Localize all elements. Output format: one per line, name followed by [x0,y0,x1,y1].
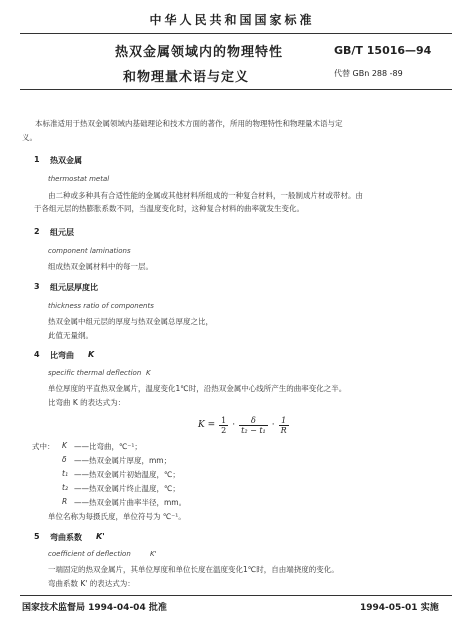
fraction-thickness [239,416,268,435]
section-4-english-symbol: K [146,369,151,377]
implementation-date: 1994-05-01 实施 [360,603,439,613]
title-line-2: 和物理量术语与定义 [123,70,250,85]
section-2-term: 组元层 [50,228,74,237]
fraction-thickness-den: t₂ − t₁ [241,425,266,435]
section-2-english: component laminations [48,247,131,255]
section-4-line-1: 单位厚度的平直热双金属片，温度变化1℃时，沿热双金属中心线所产生的曲率变化之半。 [48,384,347,393]
where-desc: ——比弯曲，℃⁻¹； [74,442,142,451]
section-3-line-1: 热双金属中组元层的厚度与热双金属总厚度之比， [48,317,213,326]
section-1-term: 热双金属 [50,156,82,165]
where-label: 式中： [32,442,55,451]
section-3-english: thickness ratio of components [48,302,154,310]
section-5-line-2: 弯曲系数 K' 的表达式为： [48,579,135,588]
section-5-term: 弯曲系数 [50,533,82,542]
header-rule [20,33,452,34]
section-2-number: 2 [34,227,40,236]
section-1-number: 1 [34,155,40,164]
formula-dot: · [232,420,236,430]
where-symbol: t₂ [62,483,68,492]
title-rule [20,89,452,90]
where-desc: ——热双金属片曲率半径，mm。 [74,498,187,507]
intro-line-2: 义。 [22,133,37,142]
section-5-number: 5 [34,532,40,541]
where-symbol: K [62,441,67,450]
footer-rule [20,595,452,596]
section-3-number: 3 [34,282,40,291]
approval-date: 国家技术监督局 1994-04-04 批准 [22,603,167,613]
fraction-radius-num: 1 [281,415,287,425]
section-1-english: thermostat metal [48,175,110,183]
where-symbol: R [62,497,68,506]
section-4-number: 4 [34,350,40,359]
section-4-line-2: 比弯曲 K 的表达式为： [48,398,126,407]
fraction-half-num: 1 [221,415,227,425]
section-1-line-2: 于各组元层的热膨胀系数不同，当温度变化时，这种复合材料的曲率就发生变化。 [34,204,304,213]
section-4-term: 比弯曲 [50,351,74,360]
section-5-line-1: 一端固定的热双金属片，其单位厚度和单位长度在温度变化1℃时，自由端挠度的变化。 [48,565,339,574]
section-4-symbol: K [88,350,95,359]
section-5-symbol: K' [96,532,105,541]
standard-number: GB/T 15016—94 [334,44,432,57]
unit-note: 单位名称为每摄氏度，单位符号为 ℃⁻¹。 [48,512,186,521]
where-desc: ——热双金属片终止温度，℃； [74,484,180,493]
formula-lhs: K = [198,420,216,430]
section-3-line-2: 此值无量纲。 [48,331,93,340]
formula-dot: · [271,420,275,430]
section-5-english: coefficient of deflection [48,550,131,558]
section-3-term: 组元层厚度比 [50,283,98,292]
section-5-english-symbol: K' [150,550,157,558]
specific-deflection-formula [198,412,289,438]
section-4-english: specific thermal deflection [48,369,142,377]
intro-line-1: 本标准适用于热双金属领域内基础理论和技术方面的著作，所用的物理特性和物理量术语与定 [35,119,343,128]
fraction-half [219,416,228,435]
fraction-thickness-num: δ [251,415,256,425]
where-symbol: t₁ [62,469,68,478]
where-desc: ——热双金属片厚度，mm； [74,456,172,465]
where-desc: ——热双金属片初始温度，℃； [74,470,180,479]
replaces-note: 代替 GBn 288 -89 [334,69,403,78]
fraction-half-den: 2 [221,425,227,435]
issuing-org: 中华人民共和国国家标准 [149,13,315,27]
where-symbol: δ [62,455,67,464]
fraction-radius [279,416,289,435]
fraction-radius-den: R [280,425,287,435]
title-line-1: 热双金属领域内的物理特性 [115,45,284,60]
section-2-line-1: 组成热双金属材料中的每一层。 [48,262,153,271]
section-1-line-1: 由二种或多种具有合适性能的金属或其他材料所组成的一种复合材料，一般制成片材或带材。由 [48,191,363,200]
